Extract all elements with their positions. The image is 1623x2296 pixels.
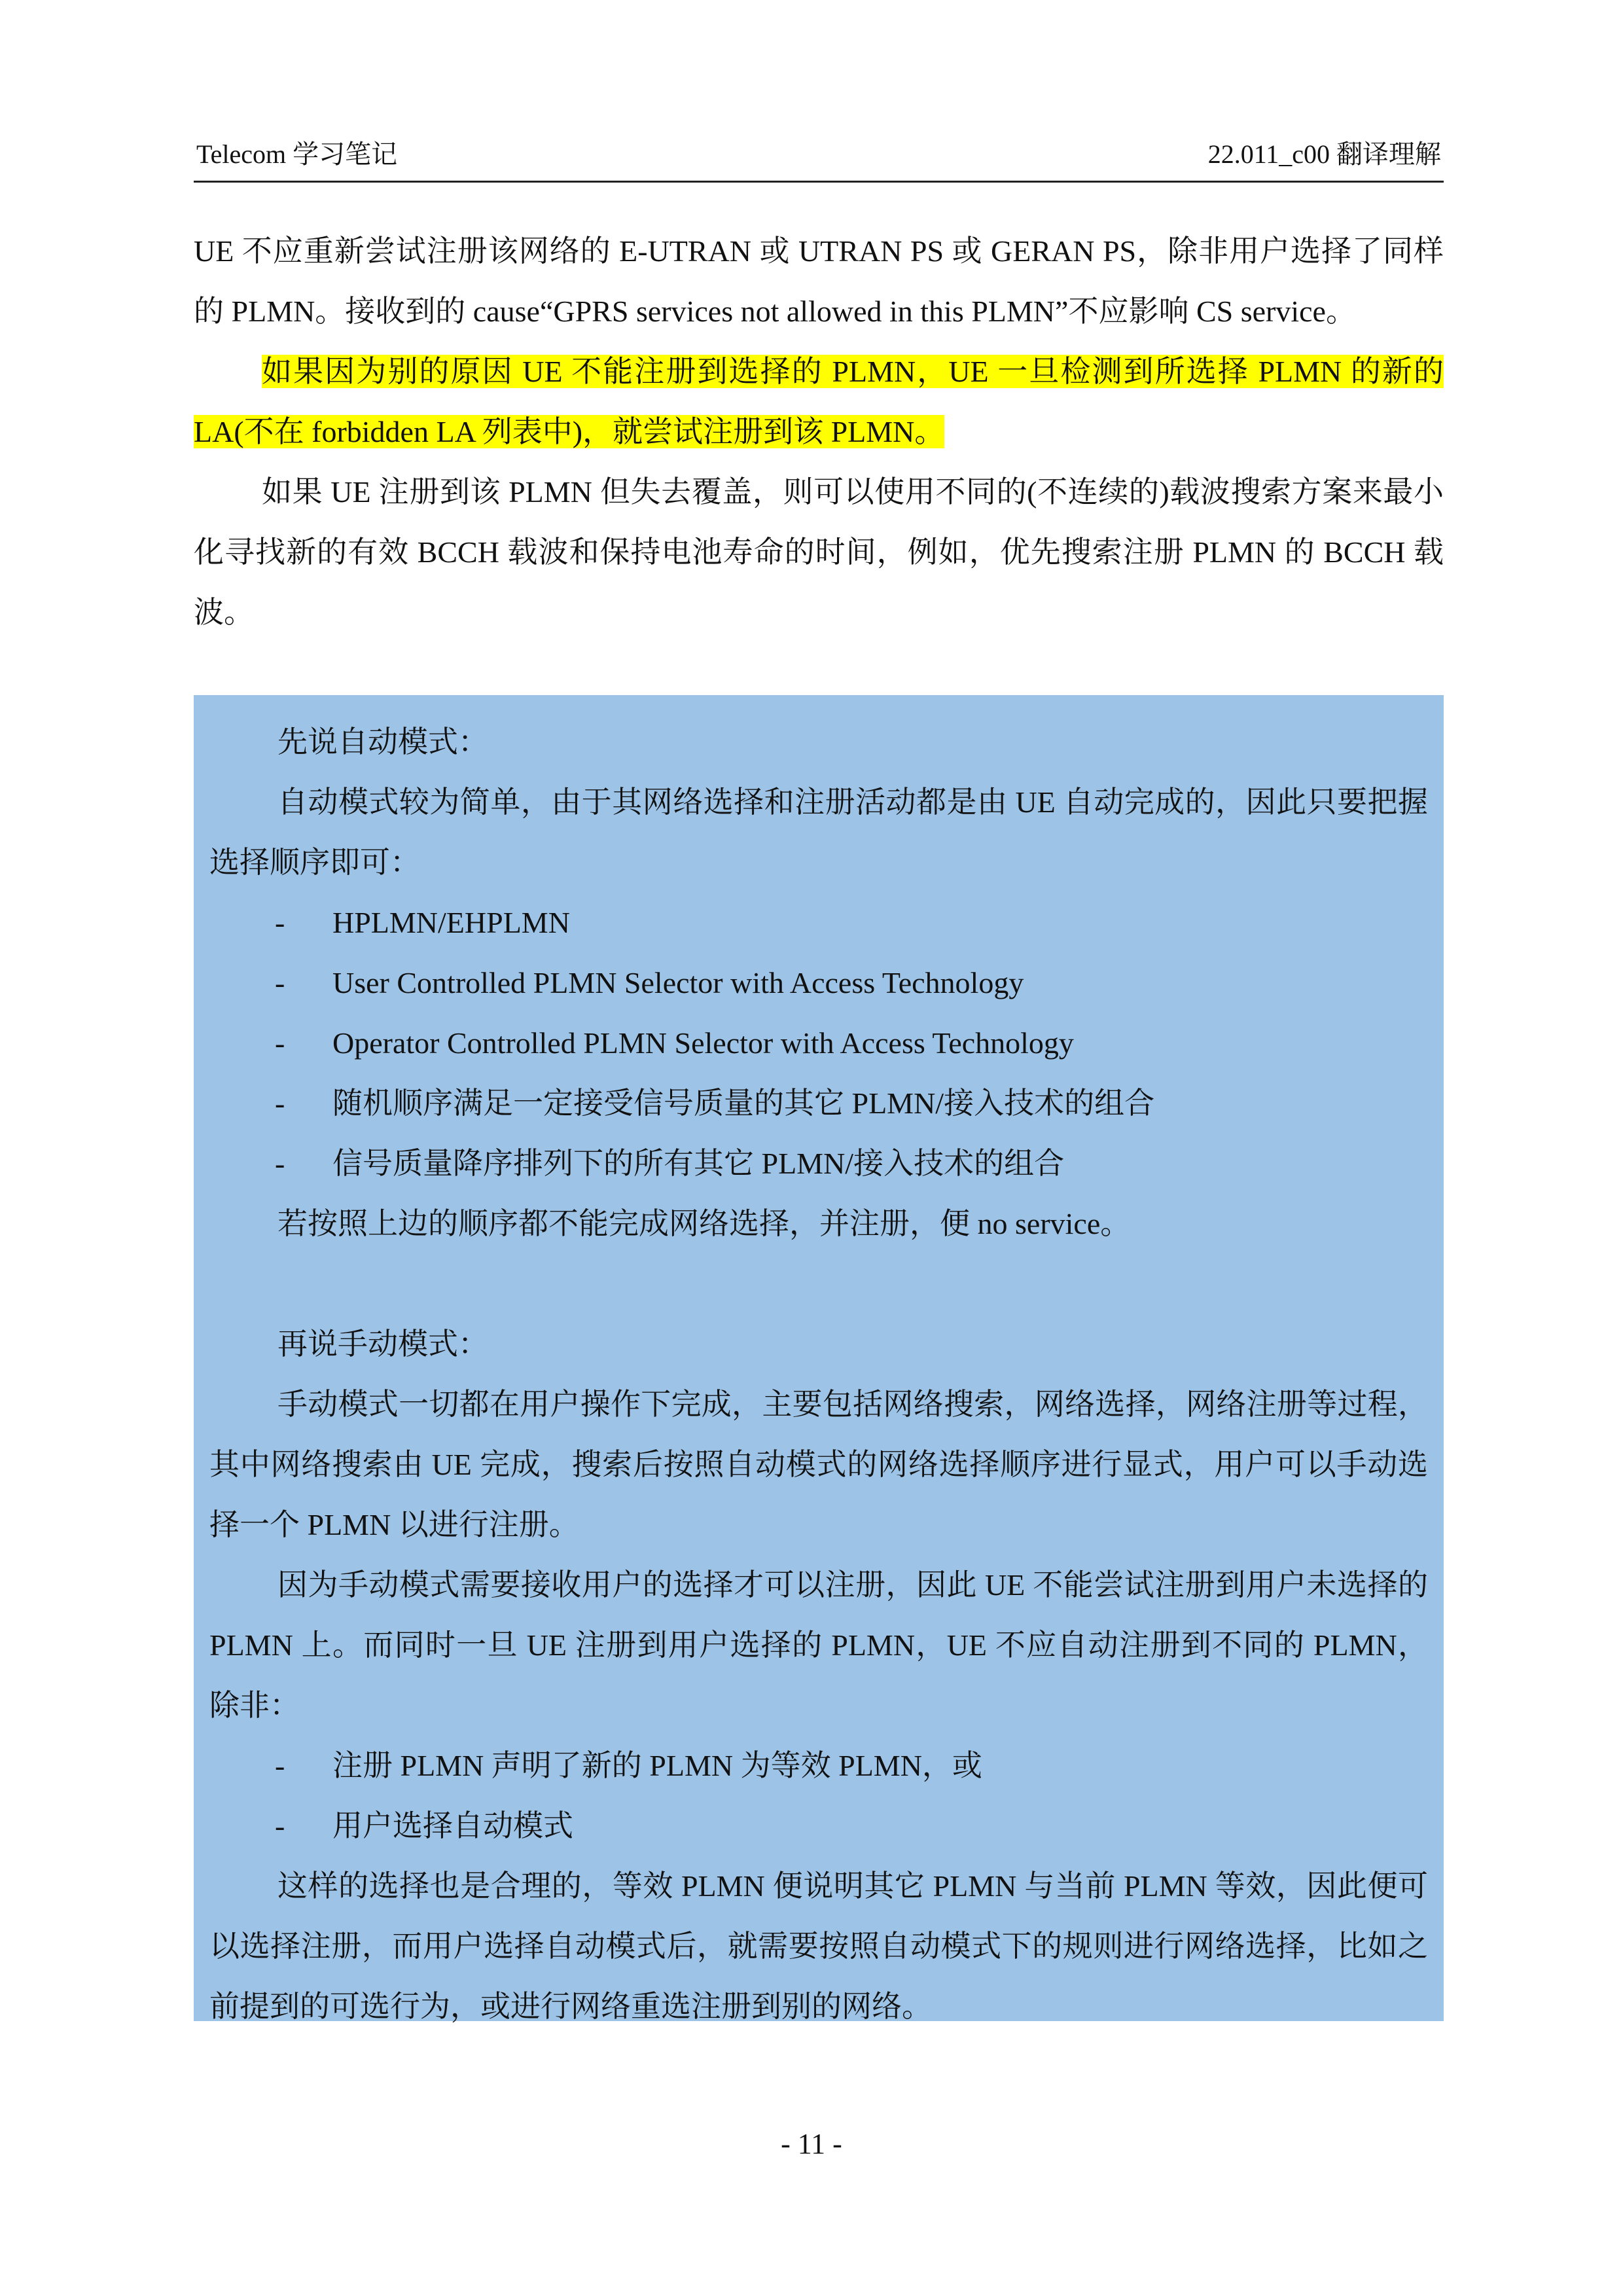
manual-list-item <box>209 1796 1428 1856</box>
auto-list-item <box>209 1134 1428 1194</box>
manual-mode-conclusion: 这样的选择也是合理的，等效 PLMN 便说明其它 PLMN 与当前 PLMN 等效，因此便可以选择注册，而用户选择自动模式后，就需要按照自动模式下的规则进行网络选择，比如之前提到的可选行为，或进行网络重选注册到别的网络。 <box>209 1869 1428 2023</box>
header-title: Telecom 学习笔记 <box>196 139 398 169</box>
auto-mode-title: 先说自动模式： <box>277 725 488 759</box>
list-bullet: - <box>275 1086 285 1120</box>
auto-list-item <box>209 953 1428 1013</box>
auto-list-item <box>209 1073 1428 1134</box>
list-item-text: 用户选择自动模式 <box>332 1809 573 1842</box>
blank-line <box>209 1254 1428 1314</box>
list-bullet: - <box>275 966 285 999</box>
highlighted-text: 如果因为别的原因 UE 不能注册到选择的 PLMN，UE 一旦检测到所选择 PLMN 的新的 LA(不在 forbidden LA 列表中)，就尝试注册到该 PLMN。 <box>194 355 1444 448</box>
manual-list-item <box>209 1736 1428 1796</box>
list-item-text: User Controlled PLMN Selector with Access Technology <box>332 966 1024 999</box>
list-item-text: 信号质量降序排列下的所有其它 PLMN/接入技术的组合 <box>332 1147 1065 1180</box>
list-bullet: - <box>275 1147 285 1180</box>
list-bullet: - <box>275 1026 285 1060</box>
auto-list-item <box>209 1013 1428 1073</box>
paragraph-2-highlighted <box>194 342 1444 462</box>
auto-mode-description: 自动模式较为简单，由于其网络选择和注册活动都是由 UE 自动完成的，因此只要把握选择顺序即可： <box>209 785 1428 879</box>
list-item-text: 注册 PLMN 声明了新的 PLMN 为等效 PLMN，或 <box>332 1749 982 1782</box>
auto-mode-conclusion: 若按照上边的顺序都不能完成网络选择，并注册，便 no service。 <box>277 1207 1131 1240</box>
paragraph-3: 如果 UE 注册到该 PLMN 但失去覆盖，则可以使用不同的(不连续的)载波搜索方案来最小化寻找新的有效 BCCH 载波和保持电池寿命的时间，例如，优先搜索注册 PLMN 的 BCCH 载波。 <box>194 475 1444 629</box>
page-header <box>194 128 1444 183</box>
header-doc-ref: 22.011_c00 翻译理解 <box>1207 139 1441 169</box>
body-text <box>194 221 1444 643</box>
list-bullet: - <box>275 906 285 939</box>
manual-mode-title: 再说手动模式： <box>277 1327 488 1361</box>
paragraph-1: UE 不应重新尝试注册该网络的 E-UTRAN 或 UTRAN PS 或 GERAN PS，除非用户选择了同样的 PLMN。接收到的 cause“GPRS services not allowed in this PLMN”不应影响 CS service。 <box>194 234 1444 328</box>
list-item-text: Operator Controlled PLMN Selector with Access Technology <box>332 1026 1074 1060</box>
manual-mode-rule: 因为手动模式需要接收用户的选择才可以注册，因此 UE 不能尝试注册到用户未选择的 PLMN 上。而同时一旦 UE 注册到用户选择的 PLMN，UE 不应自动注册到不同的 PLMN，除非： <box>209 1568 1428 1722</box>
list-item-text: 随机顺序满足一定接受信号质量的其它 PLMN/接入技术的组合 <box>332 1086 1155 1120</box>
page-number: - 11 - <box>781 2128 842 2160</box>
list-bullet: - <box>275 1749 285 1782</box>
list-item-text: HPLMN/EHPLMN <box>332 906 570 939</box>
manual-mode-description: 手动模式一切都在用户操作下完成，主要包括网络搜索，网络选择，网络注册等过程，其中网络搜索由 UE 完成，搜索后按照自动模式的网络选择顺序进行显式，用户可以手动选择一个 PLMN 以进行注册。 <box>209 1388 1428 1541</box>
note-box <box>194 695 1444 2021</box>
auto-list-item <box>209 893 1428 953</box>
list-bullet: - <box>275 1809 285 1842</box>
